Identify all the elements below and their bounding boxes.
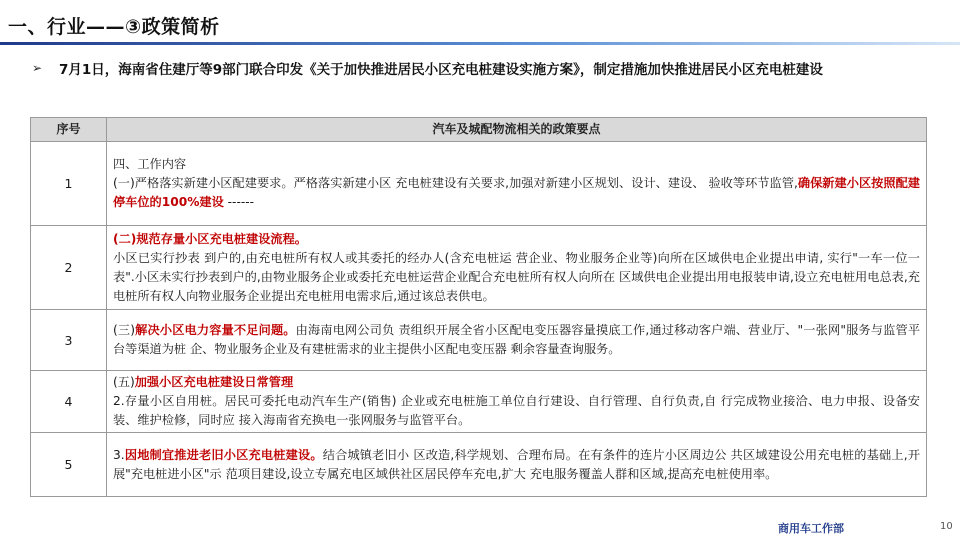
row-number: 3	[31, 310, 107, 371]
table-row	[31, 142, 927, 226]
page-number: 10	[940, 521, 953, 532]
table-row	[31, 226, 927, 310]
policy-table	[30, 117, 927, 497]
row-highlight: 解决小区电力容量不足问题。	[135, 323, 296, 337]
intro-bullet	[32, 60, 912, 80]
row-text: 2.存量小区自用桩。居民可委托电动汽车生产(销售) 企业或充电桩施工单位自行建设、自行管理、自行负责,自 行完成物业接洽、电力申报、设备安装、维护检修，同时应 接入海南省充换电一张网服务与监管平台。	[113, 394, 920, 427]
row-text: 由海南电网公司负 责组织开展全省小区配电变压器容量摸底工作,通过移动客户端、营业厅、"一张网"服务与监管平台等渠道为桩 企、物业服务企业及有建桩需求的业主提供小区配电变压器 剩余容量查询服务。	[113, 323, 921, 356]
row-text: (一)严格落实新建小区配建要求。严格落实新建小区 充电桩建设有关要求,加强对新建小区规划、设计、建设、 验收等环节监管,	[113, 176, 798, 190]
row-number: 1	[31, 142, 107, 226]
table-row	[31, 371, 927, 433]
row-number: 4	[31, 371, 107, 433]
row-content	[107, 142, 927, 226]
table-header-row	[31, 118, 927, 142]
row-text: 小区已实行抄表 到户的,由充电桩所有权人或其委托的经办人(含充电桩运 营企业、物业服务企业等)向所在区域供电企业提出申请, 实行"一车一位一表".小区未实行抄表到户的,由物业服务企业或委托充电桩运营企业配合充电桩所有权人向所在 区域供电企业提出用电报装申请,设立充电桩用电总表,充 电桩所有权人向物业服务企业提出充电桩用电需求后,通过该总表供电。	[113, 250, 920, 303]
row-content	[107, 433, 927, 497]
row-text: 结合城镇老旧小 区改造,科学规划、合理布局。在有条件的连片小区周边公 共区域建设公用充电桩的基础上,开展"充电桩进小区"示 范项目建设,设立专属充电区域供社区居民停车充电,扩大 充电服务覆盖人群和区域,提高充电桩使用率。	[113, 447, 921, 481]
row-prefix: 3.	[113, 447, 125, 462]
row-tail: ------	[223, 195, 255, 209]
intro-text: 7月1日，海南省住建厅等9部门联合印发《关于加快推进居民小区充电桩建设实施方案》，制定措施加快推进居民小区充电桩建设	[59, 62, 823, 78]
row-highlight: 确保新建小区按照配建停车位的100%建设	[113, 176, 920, 209]
table-row	[31, 433, 927, 497]
table-row	[31, 310, 927, 371]
row-prefix: (三)	[113, 323, 136, 337]
row-highlight: (二)规范存量小区充电桩建设流程。	[113, 231, 307, 246]
row-highlight: 因地制宜推进老旧小区充电桩建设。	[124, 447, 323, 462]
footer-department: 商用车工作部	[778, 522, 844, 535]
row-content	[107, 371, 927, 433]
row-number: 2	[31, 226, 107, 310]
row-prefix: (五)	[113, 375, 135, 389]
title-underline	[0, 42, 960, 45]
row-content	[107, 310, 927, 371]
page-title: 一、行业——③政策简析	[8, 16, 220, 38]
column-header-number: 序号	[31, 118, 107, 142]
row-highlight: 加强小区充电桩建设日常管理	[134, 375, 294, 389]
row-number: 5	[31, 433, 107, 497]
column-header-policy: 汽车及城配物流相关的政策要点	[107, 118, 927, 142]
arrow-bullet-icon: ➢	[32, 61, 43, 75]
row-content	[107, 226, 927, 310]
section-heading: 四、工作内容	[113, 157, 187, 171]
